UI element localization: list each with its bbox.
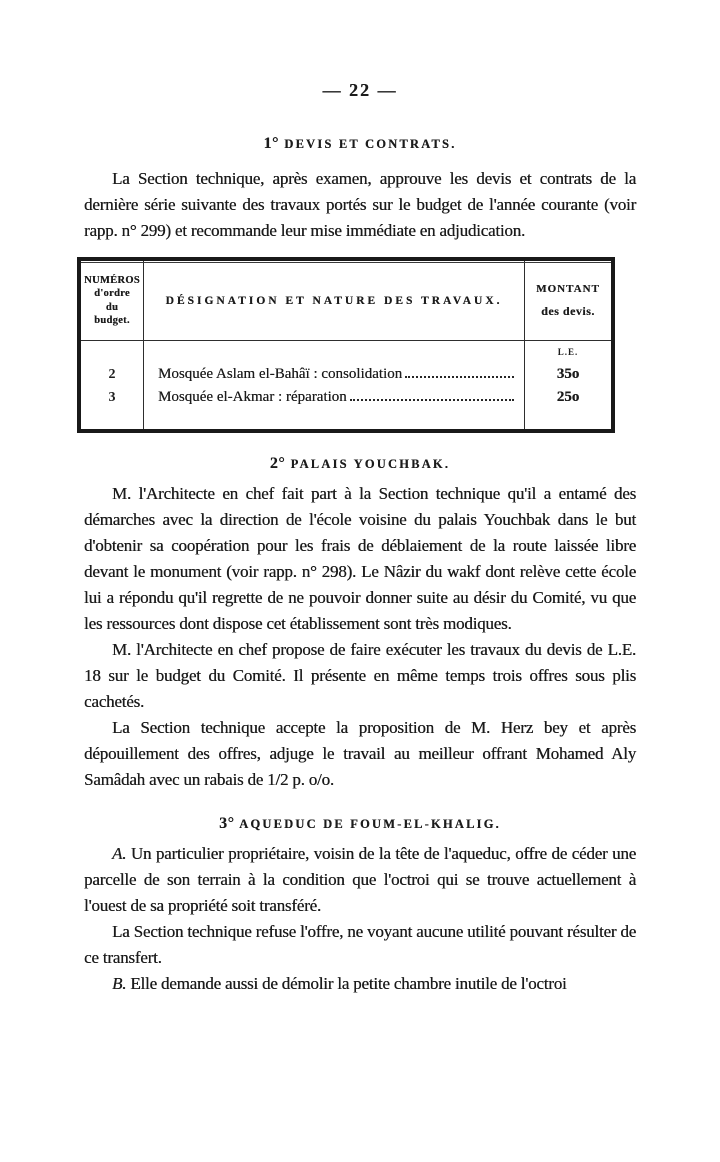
header-montant-line2: des devis. bbox=[541, 303, 595, 318]
section-1-number: 1° bbox=[263, 135, 279, 152]
section-2-number: 2° bbox=[269, 455, 286, 472]
table-header-montant bbox=[525, 261, 611, 341]
paragraph-B-text: Elle demande aussi de démolir la petite chambre inutile de l'octroi bbox=[130, 974, 567, 993]
section-3-paragraph-A bbox=[84, 841, 636, 919]
dot-leader bbox=[405, 376, 514, 378]
paragraph-A-text: Un particulier propriétaire, voisin de la tête de l'aqueduc, offre de céder une parcelle de son terrain à la condition que l'octroi qui se trouve actuellement à l'ouest de sa propriété soit transféré. bbox=[84, 844, 636, 915]
header-numbers-line4: budget. bbox=[94, 315, 130, 326]
currency-label: L.E. bbox=[557, 347, 579, 357]
table-column-row-numbers bbox=[81, 341, 144, 429]
paragraph-lead-letter: B. bbox=[112, 974, 127, 993]
header-numbers-line2: d'ordre bbox=[94, 288, 130, 299]
row-designation: Mosquée el-Akmar : réparation bbox=[158, 389, 347, 405]
section-3-paragraph-B bbox=[84, 971, 636, 997]
row-number: 3 bbox=[108, 390, 116, 405]
paragraph-lead-letter: A. bbox=[112, 844, 127, 863]
section-2-paragraph-3: La Section technique accepte la proposition de M. Herz bey et après dépouillement des offres, adjuge le travail au meilleur offrant Mohamed Aly Samâdah avec un rabais de 1/2 p. o/o. bbox=[84, 718, 636, 789]
row-number: 2 bbox=[108, 367, 116, 382]
section-3-heading bbox=[84, 815, 636, 833]
document-page bbox=[0, 80, 720, 1162]
section-2-title: PALAIS YOUCHBAK. bbox=[290, 457, 451, 471]
table-row bbox=[158, 386, 516, 409]
section-3-number: 3° bbox=[219, 815, 235, 832]
table-row bbox=[158, 363, 516, 386]
header-numbers-line1: NUMÉROS bbox=[84, 274, 140, 286]
section-1-paragraph-1: La Section technique, après examen, approuve les devis et contrats de la dernière série suivante des travaux portés sur le budget de l'année courante (voir rapp. n° 299) et recommande leur mise immédiate en adjudication. bbox=[84, 169, 636, 240]
dot-leader bbox=[350, 399, 514, 401]
header-montant-line1: MONTANT bbox=[536, 282, 600, 295]
section-2-paragraph-2: M. l'Architecte en chef propose de faire exécuter les travaux du devis de L.E. 18 sur le budget du Comité. Il présente en même temps trois offres sous plis cachetés. bbox=[84, 640, 636, 711]
table-column-designations bbox=[144, 341, 525, 429]
works-table-grid bbox=[81, 261, 611, 429]
section-2-paragraph-1: M. l'Architecte en chef fait part à la Section technique qu'il a entamé des démarches avec la direction de l'école voisine du palais Youchbak dans le but d'obtenir sa coopération pour les frais de déblaiement de la route laissée libre devant le monument (voir rapp. n° 298). Le Nâzir du wakf dont relève cette école lui a répondu qu'il regrette de ne pouvoir donner suite au désir du Comité, vu que les ressources dont dispose cet établissement sont très modiques. bbox=[84, 484, 636, 633]
row-designation: Mosquée Aslam el-Bahâï : consolidation bbox=[158, 366, 403, 382]
section-1-title: DEVIS ET CONTRATS. bbox=[284, 137, 457, 151]
page-number: — 22 — bbox=[322, 80, 398, 100]
row-amount: 25o bbox=[556, 389, 580, 405]
works-table bbox=[77, 257, 615, 433]
row-amount: 35o bbox=[556, 366, 580, 382]
section-3-paragraph-2: La Section technique refuse l'offre, ne voyant aucune utilité pouvant résulter de ce transfert. bbox=[84, 922, 636, 967]
page-content bbox=[84, 135, 636, 997]
table-column-amounts bbox=[525, 341, 611, 429]
section-3-title: AQUEDUC DE FOUM-EL-KHALIG. bbox=[239, 817, 501, 831]
table-header-numbers bbox=[81, 261, 144, 341]
section-2-heading bbox=[84, 455, 636, 473]
table-header-designation: DÉSIGNATION ET NATURE DES TRAVAUX. bbox=[144, 261, 525, 341]
header-numbers-line3: du bbox=[105, 301, 119, 313]
section-1-heading bbox=[84, 135, 636, 153]
